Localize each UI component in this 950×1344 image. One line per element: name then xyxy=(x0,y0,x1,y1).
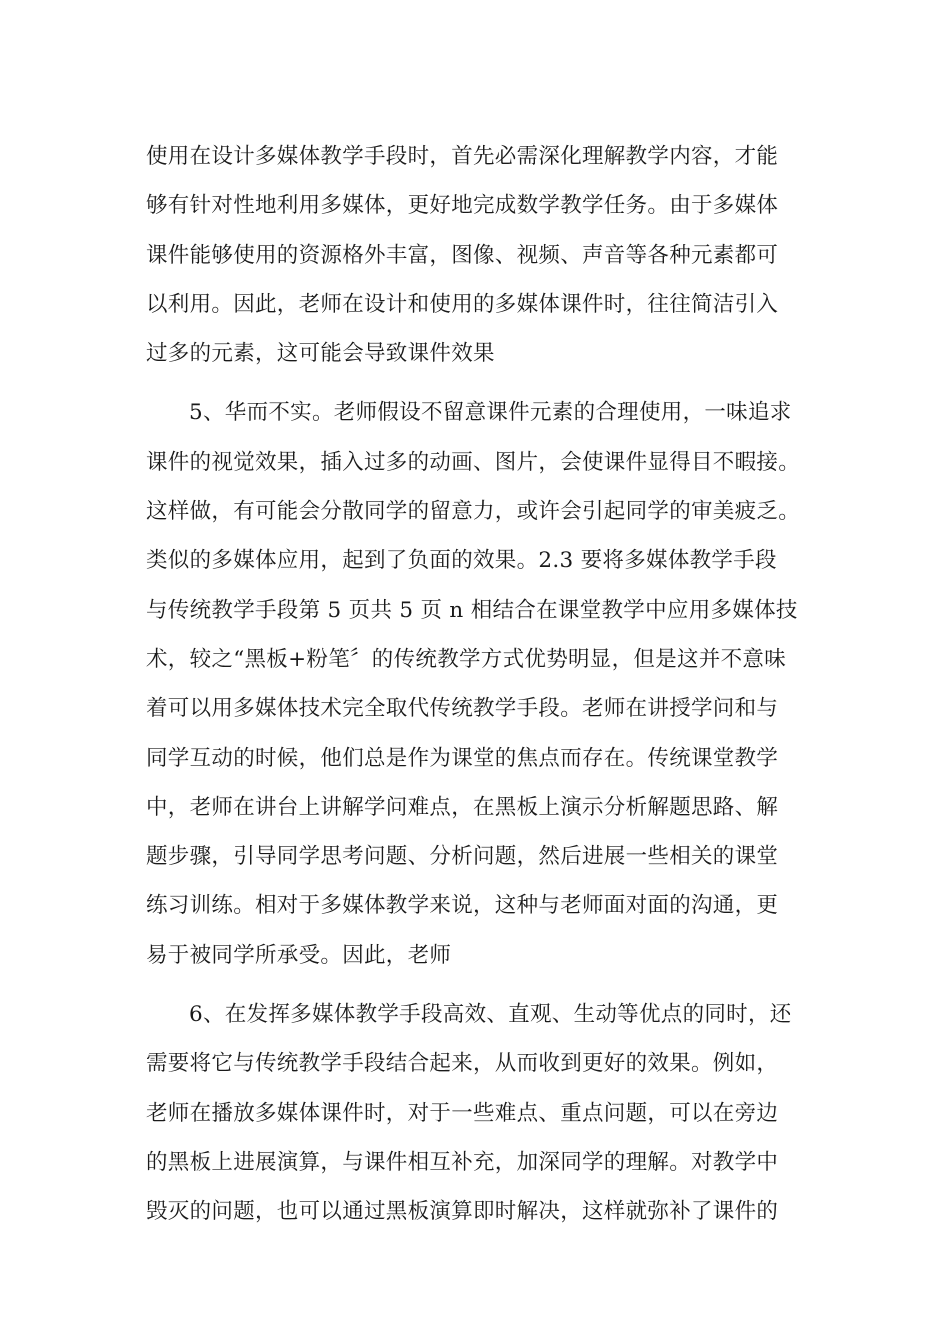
text-line: 使用在设计多媒体教学手段时，首先必需深化理解教学内容，才能 xyxy=(146,144,779,169)
text-line: 课件能够使用的资源格外丰富，图像、视频、声音等各种元素都可 xyxy=(146,242,779,268)
text-line: 这样做，有可能会分散同学的留意力，或许会引起同学的审美疲乏。 xyxy=(146,499,801,525)
text-line: 着可以用多媒体技术完全取代传统教学手段。老师在讲授学问和与 xyxy=(146,696,779,722)
text-line: 以利用。因此，老师在设计和使用的多媒体课件时，往往简洁引入 xyxy=(146,291,779,317)
text-line: 过多的元素，这可能会导致课件效果 xyxy=(146,341,495,367)
text-line: 类似的多媒体应用，起到了负面的效果。2.3 要将多媒体教学手段 xyxy=(146,548,777,574)
text-line: 练习训练。相对于多媒体教学来说，这种与老师面对面的沟通，更 xyxy=(146,893,779,919)
text-line: 与传统教学手段第 5 页共 5 页 n 相结合在课堂教学中应用多媒体技 xyxy=(146,597,798,623)
text-line: 同学互动的时候，他们总是作为课堂的焦点而存在。传统课堂教学 xyxy=(146,745,779,771)
text-line: 老师在播放多媒体课件时，对于一些难点、重点问题，可以在旁边 xyxy=(146,1100,779,1126)
text-line: 6、在发挥多媒体教学手段高效、直观、生动等优点的同时，还 xyxy=(189,1002,792,1028)
text-line: 够有针对性地利用多媒体，更好地完成数学教学任务。由于多媒体 xyxy=(146,193,779,219)
text-line: 中，老师在讲台上讲解学问难点，在黑板上演示分析解题思路、解 xyxy=(146,794,779,820)
paragraph-1 xyxy=(146,132,826,378)
paragraph-2 xyxy=(146,388,826,980)
text-line: 课件的视觉效果，插入过多的动画、图片，会使课件显得目不暇接。 xyxy=(146,449,801,475)
document-body xyxy=(146,132,826,1247)
text-line: 需要将它与传统教学手段结合起来，从而收到更好的效果。例如， xyxy=(146,1051,779,1077)
text-line: 术，较之“黑板+粉笔〞的传统教学方式优势明显，但是这并不意味 xyxy=(146,646,787,672)
text-line: 的黑板上进展演算，与课件相互补充，加深同学的理解。对教学中 xyxy=(146,1149,779,1175)
text-line: 题步骤，引导同学思考问题、分析问题，然后进展一些相关的课堂 xyxy=(146,844,779,870)
text-line: 易于被同学所承受。因此，老师 xyxy=(146,942,452,968)
text-line: 5、华而不实。老师假设不留意课件元素的合理使用，一味追求 xyxy=(189,400,792,426)
text-line: 毁灭的问题，也可以通过黑板演算即时解决，这样就弥补了课件的 xyxy=(146,1199,779,1225)
paragraph-3 xyxy=(146,990,826,1236)
